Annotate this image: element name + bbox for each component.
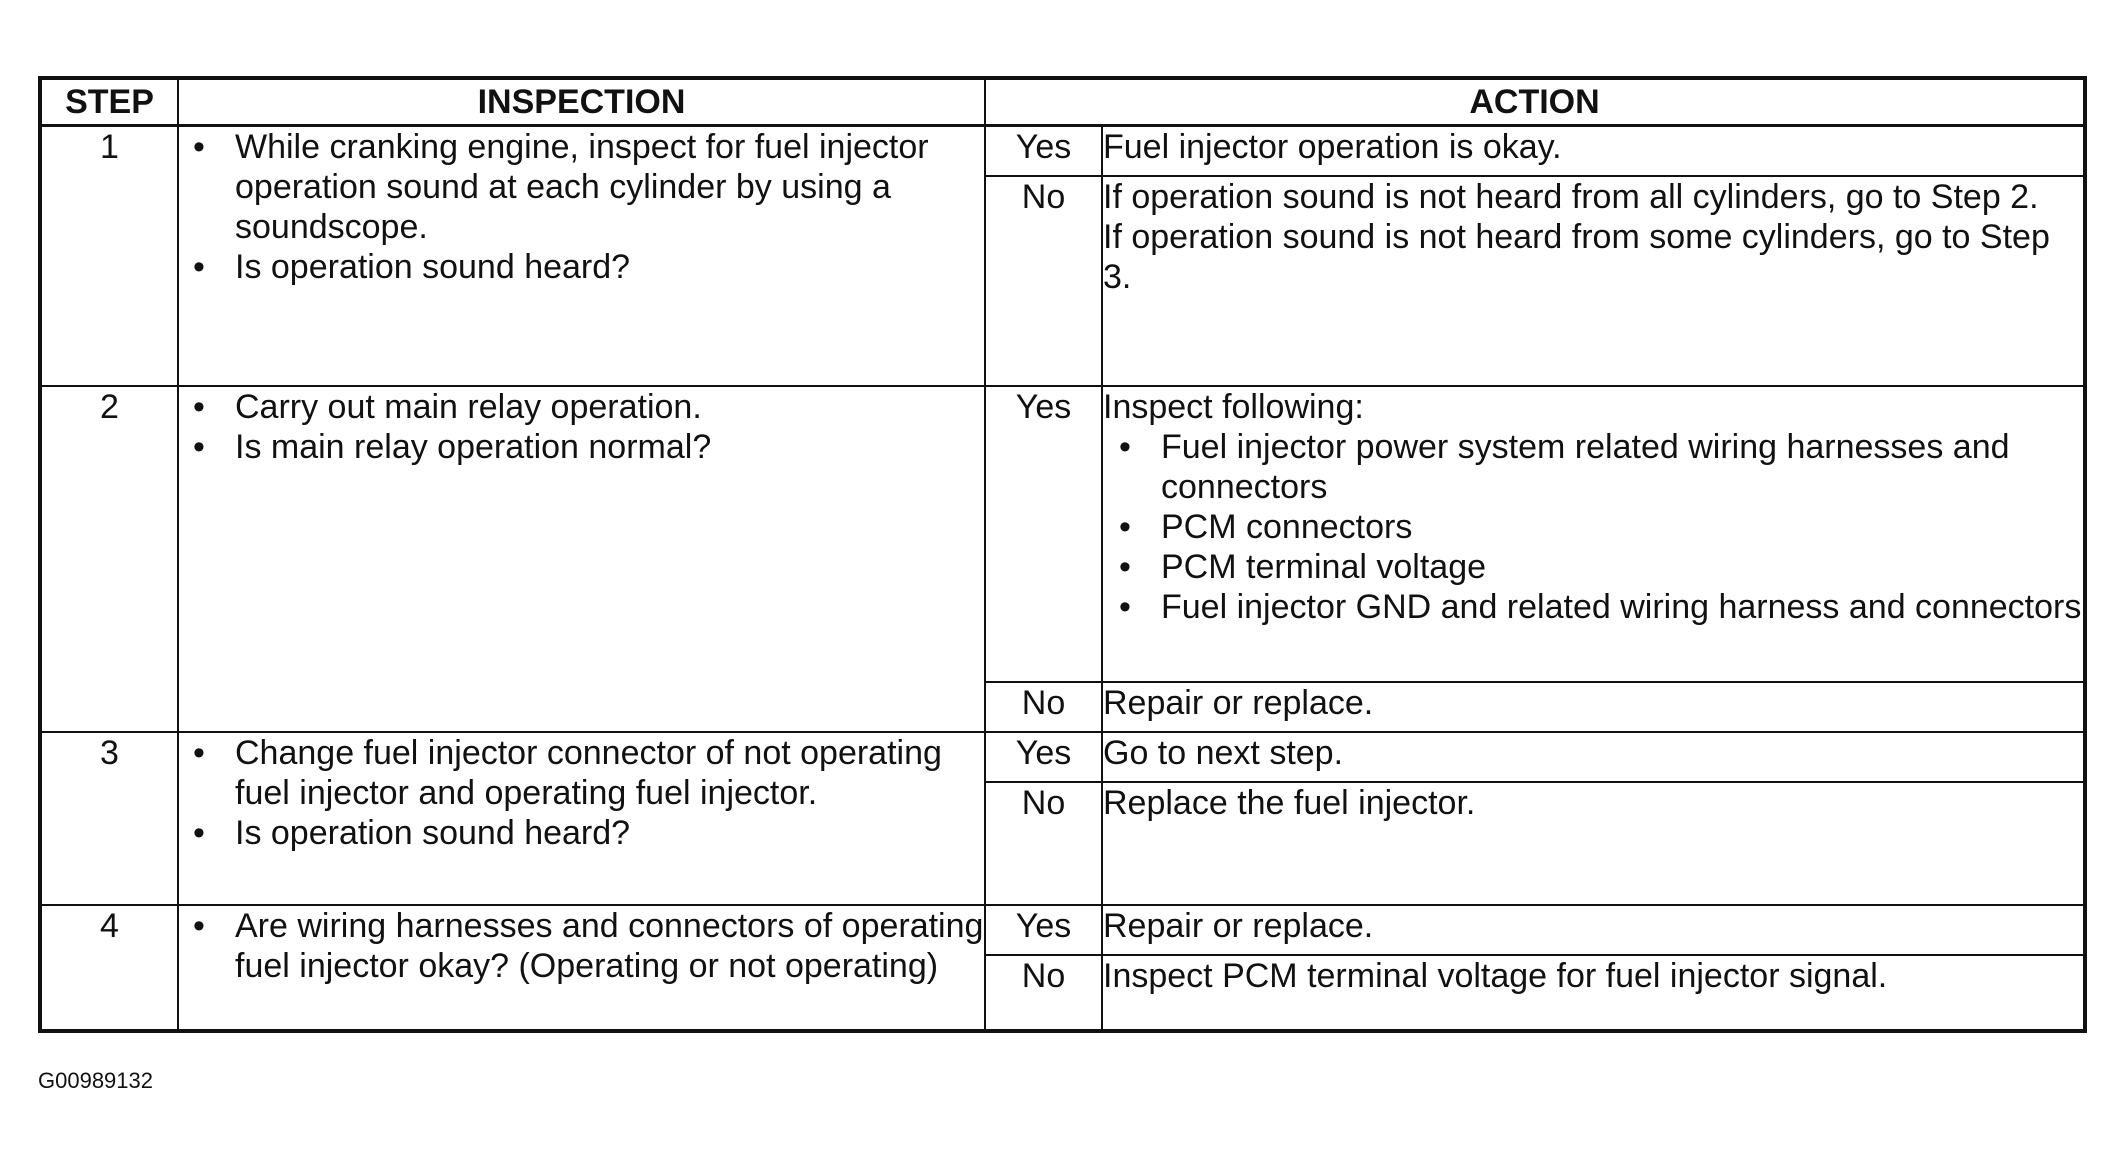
step-number: 4	[40, 905, 178, 1031]
step-2-yes-row	[40, 386, 2085, 682]
inspection-list	[179, 906, 984, 986]
inspection-item: • Is main relay operation normal?	[179, 427, 984, 467]
answer-yes: Yes	[985, 905, 1102, 955]
step-4-yes-row	[40, 905, 2085, 955]
action-no	[1102, 176, 2085, 386]
step-number: 1	[40, 126, 178, 386]
inspection-cell	[178, 732, 985, 905]
action-yes: Repair or replace.	[1102, 905, 2085, 955]
step-1-yes-row	[40, 126, 2085, 176]
action-no: Repair or replace.	[1102, 682, 2085, 732]
header-step: STEP	[40, 78, 178, 126]
answer-yes: Yes	[985, 126, 1102, 176]
inspection-cell	[178, 905, 985, 1031]
action-item: • PCM connectors	[1103, 507, 2083, 547]
action-yes	[1102, 386, 2085, 682]
answer-yes: Yes	[985, 732, 1102, 782]
inspection-cell	[178, 126, 985, 386]
inspection-item: • Is operation sound heard?	[179, 247, 984, 287]
action-list	[1103, 427, 2083, 627]
answer-no: No	[985, 782, 1102, 905]
diagnostic-table	[38, 76, 2087, 1033]
inspection-cell	[178, 386, 985, 732]
answer-no: No	[985, 682, 1102, 732]
header-row	[40, 78, 2085, 126]
answer-no: No	[985, 176, 1102, 386]
action-no: Replace the fuel injector.	[1102, 782, 2085, 905]
inspection-item: • While cranking engine, inspect for fuel injector operation sound at each cylinder by using a soundscope.	[179, 127, 984, 247]
action-item: • Fuel injector power system related wiring harnesses and connectors	[1103, 427, 2083, 507]
answer-no: No	[985, 955, 1102, 1031]
inspection-list	[179, 733, 984, 853]
answer-yes: Yes	[985, 386, 1102, 682]
header-action: ACTION	[985, 78, 2085, 126]
inspection-list	[179, 127, 984, 287]
action-no: Inspect PCM terminal voltage for fuel injector signal.	[1102, 955, 2085, 1031]
inspection-item: • Are wiring harnesses and connectors of operating fuel injector okay? (Operating or not operating)	[179, 906, 984, 986]
action-line: If operation sound is not heard from all cylinders, go to Step 2.	[1103, 177, 2039, 216]
figure-id: G00989132	[38, 1068, 153, 1093]
inspection-item: • Carry out main relay operation.	[179, 387, 984, 427]
step-number: 3	[40, 732, 178, 905]
action-item: • Fuel injector GND and related wiring harness and connectors	[1103, 587, 2083, 627]
inspection-item: • Change fuel injector connector of not operating fuel injector and operating fuel injector.	[179, 733, 984, 813]
action-intro: Inspect following:	[1103, 387, 1364, 426]
action-line: If operation sound is not heard from some cylinders, go to Step 3.	[1103, 217, 2050, 296]
action-yes: Fuel injector operation is okay.	[1102, 126, 2085, 176]
step-3-yes-row	[40, 732, 2085, 782]
inspection-list	[179, 387, 984, 467]
header-inspection: INSPECTION	[178, 78, 985, 126]
action-yes: Go to next step.	[1102, 732, 2085, 782]
action-item: • PCM terminal voltage	[1103, 547, 2083, 587]
step-number: 2	[40, 386, 178, 732]
inspection-item: • Is operation sound heard?	[179, 813, 984, 853]
